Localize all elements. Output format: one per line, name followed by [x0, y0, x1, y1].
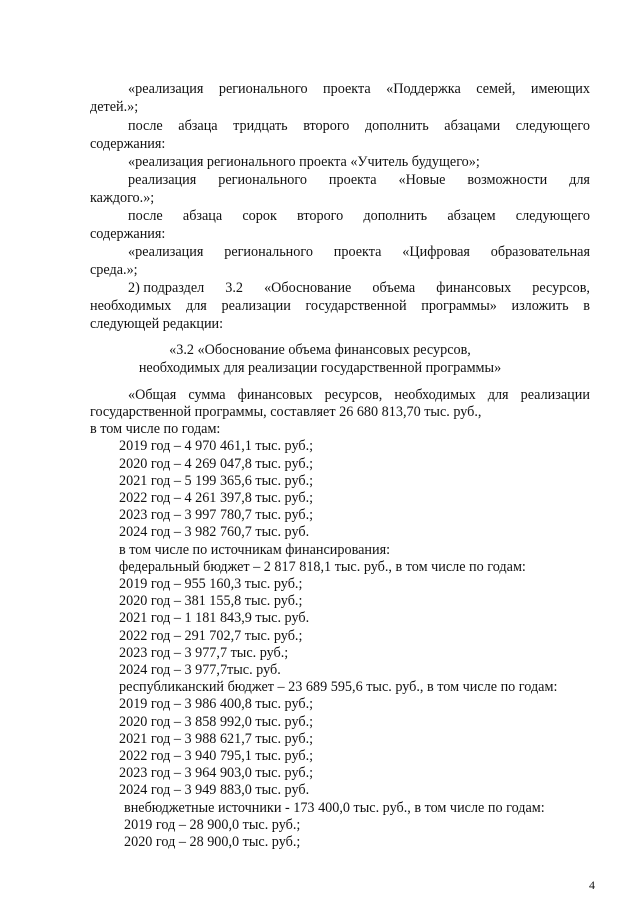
word: проекта	[323, 81, 371, 97]
text-line: 2023 год – 3 997 780,7 тыс. руб.;	[119, 507, 314, 523]
word: ресурсов,	[532, 280, 590, 296]
word: дополнить	[364, 118, 429, 134]
word: после	[128, 118, 163, 134]
word: «реализация	[128, 81, 204, 97]
word: абзаца	[182, 208, 223, 224]
text-line: 2024 год – 3 982 760,7 тыс. руб.	[119, 524, 310, 540]
word: для	[569, 172, 590, 188]
text-line	[128, 80, 590, 98]
text-line	[128, 117, 590, 135]
word: следующего	[515, 208, 590, 224]
word: для	[185, 298, 207, 314]
text-line: 2024 год – 3 977,7тыс. руб.	[119, 662, 281, 678]
text-line: 2021 год – 1 181 843,9 тыс. руб.	[119, 610, 310, 626]
word: реализации	[520, 387, 590, 403]
word: образовательная	[490, 244, 590, 260]
word: сумма	[188, 387, 226, 403]
text-line: 2020 год – 3 858 992,0 тыс. руб.;	[119, 714, 314, 730]
page-number: 4	[589, 878, 595, 892]
word: «Общая	[128, 387, 177, 403]
word: тридцать	[233, 118, 288, 134]
text-line: 2022 год – 3 940 795,1 тыс. руб.;	[119, 748, 314, 764]
text-line: государственной программы, составляет 26 680 813,70 тыс. руб.,	[90, 404, 482, 420]
word: регионального	[218, 172, 307, 188]
word: изложить	[511, 298, 569, 314]
word: абзацем	[447, 208, 496, 224]
text-line	[128, 171, 590, 189]
text-line: 2024 год – 3 949 883,0 тыс. руб.	[119, 782, 310, 798]
text-line: детей.»;	[90, 99, 139, 115]
text-line	[128, 279, 590, 297]
text-line: 2023 год – 3 964 903,0 тыс. руб.;	[119, 765, 314, 781]
text-line: в том числе по годам:	[90, 421, 221, 437]
text-line: 2021 год – 5 199 365,6 тыс. руб.;	[119, 473, 314, 489]
text-line: среда.»;	[90, 262, 138, 278]
word: второго	[303, 118, 350, 134]
word: «реализация	[128, 244, 204, 260]
word: проекта	[328, 172, 377, 188]
text-line: «реализация регионального проекта «Учитель будущего»;	[128, 154, 480, 170]
word: семей,	[476, 81, 516, 97]
word: «Новые	[398, 172, 446, 188]
text-line: 2021 год – 3 988 621,7 тыс. руб.;	[119, 731, 314, 747]
text-line: 2019 год – 955 160,3 тыс. руб.;	[119, 576, 303, 592]
word: регионального	[218, 81, 308, 97]
word: 2) подраздел	[128, 280, 205, 296]
text-line: каждого.»;	[90, 190, 155, 206]
text-line: 2019 год – 28 900,0 тыс. руб.;	[124, 817, 301, 833]
word: «Обоснование	[264, 280, 352, 296]
word: необходимых	[394, 387, 476, 403]
text-line	[90, 297, 590, 315]
word: проекта	[333, 244, 382, 260]
text-line: 2019 год – 3 986 400,8 тыс. руб.;	[119, 696, 314, 712]
word: регионального	[224, 244, 313, 260]
section-heading-line-2: необходимых для реализации государственной программы»	[138, 360, 502, 376]
word: в	[583, 298, 590, 314]
text-line: 2020 год – 4 269 047,8 тыс. руб.;	[119, 456, 314, 472]
word: реализации	[221, 298, 291, 314]
word: абзаца	[178, 118, 218, 134]
text-line: содержания:	[90, 136, 166, 152]
word: финансовых	[237, 387, 313, 403]
word: для	[487, 387, 509, 403]
text-line: 2023 год – 3 977,7 тыс. руб.;	[119, 645, 289, 661]
text-line: 2022 год – 4 261 397,8 тыс. руб.;	[119, 490, 314, 506]
word: ресурсов,	[324, 387, 383, 403]
text-line: республиканский бюджет – 23 689 595,6 тыс. руб., в том числе по годам:	[119, 679, 558, 695]
text-line	[128, 243, 590, 261]
text-line: федеральный бюджет – 2 817 818,1 тыс. руб., в том числе по годам:	[119, 559, 526, 575]
word: после	[128, 208, 163, 224]
text-line: 2020 год – 28 900,0 тыс. руб.;	[124, 834, 301, 850]
word: «Поддержка	[386, 81, 461, 97]
word: государственной	[305, 298, 407, 314]
word: дополнить	[363, 208, 428, 224]
word: возможности	[467, 172, 548, 188]
word: следующего	[515, 118, 590, 134]
word: финансовых	[436, 280, 512, 296]
text-line: содержания:	[90, 226, 166, 242]
word: имеющих	[530, 81, 590, 97]
word: абзацами	[444, 118, 501, 134]
word: 3.2	[225, 280, 243, 296]
word: объема	[372, 280, 416, 296]
text-line	[128, 207, 590, 225]
text-line: в том числе по источникам финансирования:	[119, 542, 391, 558]
text-line: следующей редакции:	[90, 316, 224, 332]
word: реализация	[128, 172, 197, 188]
section-heading-line-1: «3.2 «Обоснование объема финансовых ресурсов,	[169, 342, 471, 358]
word: «Цифровая	[402, 244, 470, 260]
text-line: внебюджетные источники - 173 400,0 тыс. руб., в том числе по годам:	[124, 800, 545, 816]
text-line: 2022 год – 291 702,7 тыс. руб.;	[119, 628, 303, 644]
text-line: 2020 год – 381 155,8 тыс. руб.;	[119, 593, 303, 609]
text-line: 2019 год – 4 970 461,1 тыс. руб.;	[119, 438, 314, 454]
word: программы»	[421, 298, 497, 314]
word: сорок	[242, 208, 277, 224]
word: второго	[297, 208, 344, 224]
word: необходимых	[90, 298, 172, 314]
text-line	[128, 386, 590, 404]
